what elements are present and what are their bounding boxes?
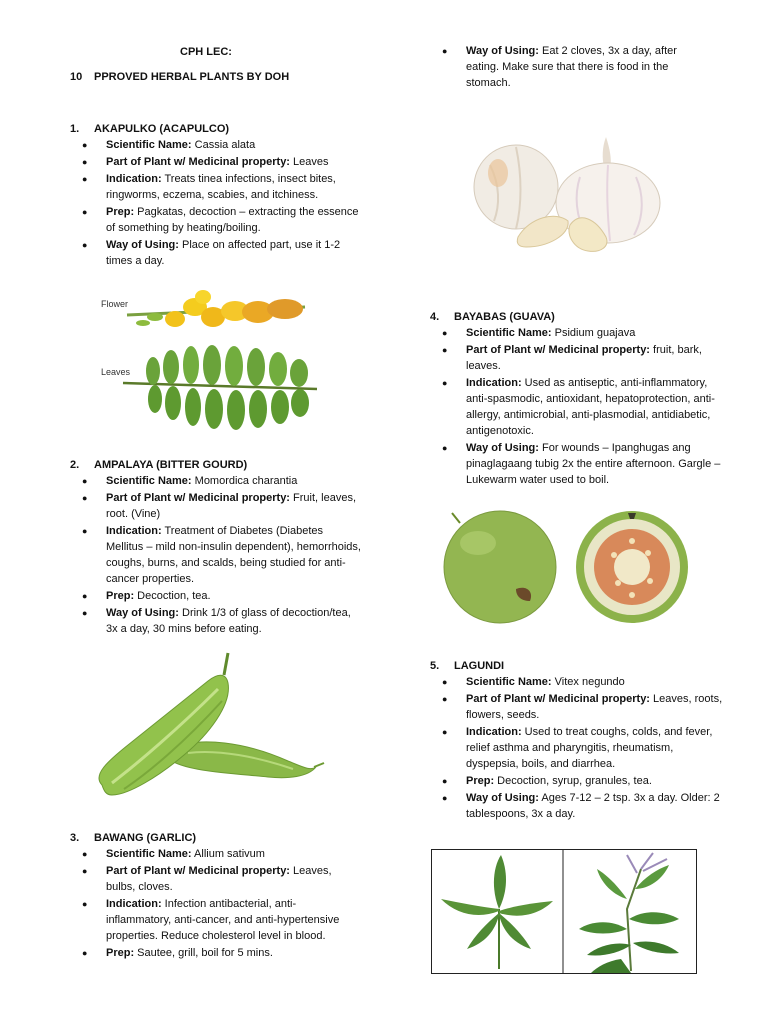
section-number: 2. xyxy=(70,459,80,471)
list-item xyxy=(82,154,361,170)
list-item xyxy=(442,790,726,822)
leaves-label: Leaves xyxy=(101,367,131,377)
list-item xyxy=(82,237,361,269)
item-label: Scientific Name: xyxy=(466,327,552,339)
item-label: Way of Using: xyxy=(466,45,539,57)
item-text: Drink 1/3 of glass of decoction/tea, 3x a day, 30 mins before eating. xyxy=(106,607,351,635)
list-item xyxy=(82,846,361,862)
bullet: ● xyxy=(82,849,88,859)
section-4-heading xyxy=(430,309,555,325)
item-text: Pagkatas, decoction – extracting the essence of something by heating/boiling. xyxy=(106,206,359,234)
section-5-list xyxy=(442,674,726,823)
item-text: Psidium guajava xyxy=(551,327,636,339)
item-text: Treats tinea infections, insect bites, ringworms, eczema, scabies, and itchiness. xyxy=(106,173,336,201)
item-label: Scientific Name: xyxy=(106,139,192,151)
list-item xyxy=(82,473,361,489)
item-text: Leaves, roots, flowers, seeds. xyxy=(466,693,723,721)
item-label: Indication: xyxy=(106,525,162,537)
document-subtitle xyxy=(70,69,289,85)
list-item xyxy=(442,440,726,488)
list-item xyxy=(442,43,706,91)
section-number: 3. xyxy=(70,832,80,844)
list-item xyxy=(82,605,361,637)
section-2-heading xyxy=(70,457,247,473)
item-label: Prep: xyxy=(106,590,135,602)
bullet: ● xyxy=(82,899,88,909)
item-label: Part of Plant w/ Medicinal property: xyxy=(106,492,290,504)
item-text: Treatment of Diabetes (Diabetes Mellitus – mild non-insulin dependent), hemorrhoids, coughs, burns, and scalds, being studied for anti-cancer properties. xyxy=(106,525,361,585)
list-item xyxy=(82,137,361,153)
flower-label: Flower xyxy=(101,299,129,309)
item-text: Decoction, tea. xyxy=(134,590,211,602)
section-title: BAWANG (GARLIC) xyxy=(94,832,197,844)
bullet: ● xyxy=(442,793,448,803)
bullet: ● xyxy=(82,240,88,250)
list-item xyxy=(442,325,726,341)
bullet: ● xyxy=(82,493,88,503)
bullet: ● xyxy=(442,443,448,453)
bullet: ● xyxy=(82,948,88,958)
item-text: Leaves, bulbs, cloves. xyxy=(106,865,332,893)
bullet: ● xyxy=(442,345,448,355)
item-label: Indication: xyxy=(466,726,522,738)
list-item xyxy=(442,691,726,723)
item-text: Cassia alata xyxy=(191,139,256,151)
item-text: Leaves xyxy=(289,156,329,168)
bullet: ● xyxy=(442,378,448,388)
list-item xyxy=(442,674,726,690)
item-text: Vitex negundo xyxy=(551,676,625,688)
bullet: ● xyxy=(442,46,448,56)
item-label: Way of Using: xyxy=(106,239,179,251)
item-label: Way of Using: xyxy=(466,442,539,454)
item-text: Used to treat coughs, colds, and fever, relief asthma and pharyngitis, rheumatism, dyspepsia, boils, and diarrhea. xyxy=(466,726,713,770)
item-text: Infection antibacterial, anti-inflammatory, anti-cancer, and anti-hypertensive properties. Reduce cholesterol level in blood. xyxy=(106,898,340,942)
leaf-frond xyxy=(123,345,317,430)
guava-image xyxy=(438,505,698,630)
item-label: Part of Plant w/ Medicinal property: xyxy=(106,156,290,168)
bullet: ● xyxy=(82,526,88,536)
bullet: ● xyxy=(82,174,88,184)
section-3-continued-list xyxy=(442,43,706,92)
bullet: ● xyxy=(82,866,88,876)
garlic-bulb-left xyxy=(474,145,558,229)
item-label: Indication: xyxy=(106,898,162,910)
list-item xyxy=(442,342,726,374)
item-label: Scientific Name: xyxy=(106,475,192,487)
item-text: Used as antiseptic, anti-inflammatory, anti-spasmodic, antioxidant, hepatoprotection, anti-allergy, antimicrobial, anti-plasmodial, antidiabetic, antigenotoxic. xyxy=(466,377,715,437)
section-1-list xyxy=(82,137,361,270)
list-item xyxy=(82,490,361,522)
document-title: CPH LEC: xyxy=(180,46,232,58)
item-label: Way of Using: xyxy=(106,607,179,619)
section-number: 5. xyxy=(430,660,440,672)
section-1-heading xyxy=(70,121,229,137)
section-4-list xyxy=(442,325,726,489)
item-text: Momordica charantia xyxy=(191,475,298,487)
bullet: ● xyxy=(82,157,88,167)
item-text: Ages 7-12 – 2 tsp. 3x a day. Older: 2 tablespoons, 3x a day. xyxy=(466,792,720,820)
bitter-gourd-front xyxy=(99,653,229,795)
subtitle-text: PPROVED HERBAL PLANTS BY DOH xyxy=(94,71,290,83)
item-label: Scientific Name: xyxy=(106,848,192,860)
bitter-gourd-back xyxy=(172,742,324,778)
ampalaya-image xyxy=(88,645,328,805)
list-item xyxy=(442,724,726,772)
item-label: Prep: xyxy=(466,775,495,787)
list-item xyxy=(442,375,726,439)
subtitle-number: 10 xyxy=(70,71,83,83)
item-label: Part of Plant w/ Medicinal property: xyxy=(106,865,290,877)
flower-spike xyxy=(127,290,305,327)
item-label: Indication: xyxy=(466,377,522,389)
item-label: Scientific Name: xyxy=(466,676,552,688)
bullet: ● xyxy=(82,207,88,217)
item-label: Indication: xyxy=(106,173,162,185)
guava-whole xyxy=(444,511,556,623)
item-text: Sautee, grill, boil for 5 mins. xyxy=(134,947,273,959)
section-5-heading xyxy=(430,658,504,674)
item-label: Prep: xyxy=(106,947,135,959)
bullet: ● xyxy=(442,694,448,704)
section-title: LAGUNDI xyxy=(454,660,505,672)
item-label: Prep: xyxy=(106,206,135,218)
bullet: ● xyxy=(82,476,88,486)
item-text: Eat 2 cloves, 3x a day, after eating. Make sure that there is food in the stomach. xyxy=(466,45,677,89)
bullet: ● xyxy=(442,776,448,786)
list-item xyxy=(442,773,726,789)
item-label: Way of Using: xyxy=(466,792,539,804)
list-item xyxy=(82,945,361,961)
item-text: Allium sativum xyxy=(191,848,265,860)
section-3-heading xyxy=(70,830,196,846)
list-item xyxy=(82,523,361,587)
list-item xyxy=(82,204,361,236)
section-3-list xyxy=(82,846,361,962)
item-text: Place on affected part, use it 1-2 times a day. xyxy=(106,239,341,267)
bullet: ● xyxy=(442,727,448,737)
section-title: AMPALAYA (BITTER GOURD) xyxy=(94,459,248,471)
bullet: ● xyxy=(82,608,88,618)
lagundi-image xyxy=(431,849,697,974)
bullet: ● xyxy=(82,591,88,601)
section-title: AKAPULKO (ACAPULCO) xyxy=(94,123,230,135)
item-text: fruit, bark, leaves. xyxy=(466,344,702,372)
item-label: Part of Plant w/ Medicinal property: xyxy=(466,693,650,705)
item-text: Fruit, leaves, root. (Vine) xyxy=(106,492,357,520)
section-number: 1. xyxy=(70,123,80,135)
item-text: For wounds – Ipanghugas ang pinaglagaang tubig 2x the entire afternoon. Gargle – Lukewarm water used to boil. xyxy=(466,442,721,486)
guava-half xyxy=(576,511,688,623)
garlic-image xyxy=(460,125,680,275)
section-2-list xyxy=(82,473,361,638)
section-title: BAYABAS (GUAVA) xyxy=(454,311,555,323)
list-item xyxy=(82,588,361,604)
list-item xyxy=(82,171,361,203)
bullet: ● xyxy=(82,140,88,150)
item-label: Part of Plant w/ Medicinal property: xyxy=(466,344,650,356)
bullet: ● xyxy=(442,677,448,687)
list-item xyxy=(82,863,361,895)
bullet: ● xyxy=(442,328,448,338)
item-text: Decoction, syrup, granules, tea. xyxy=(494,775,652,787)
akapulko-image xyxy=(95,285,330,440)
section-number: 4. xyxy=(430,311,440,323)
list-item xyxy=(82,896,361,944)
